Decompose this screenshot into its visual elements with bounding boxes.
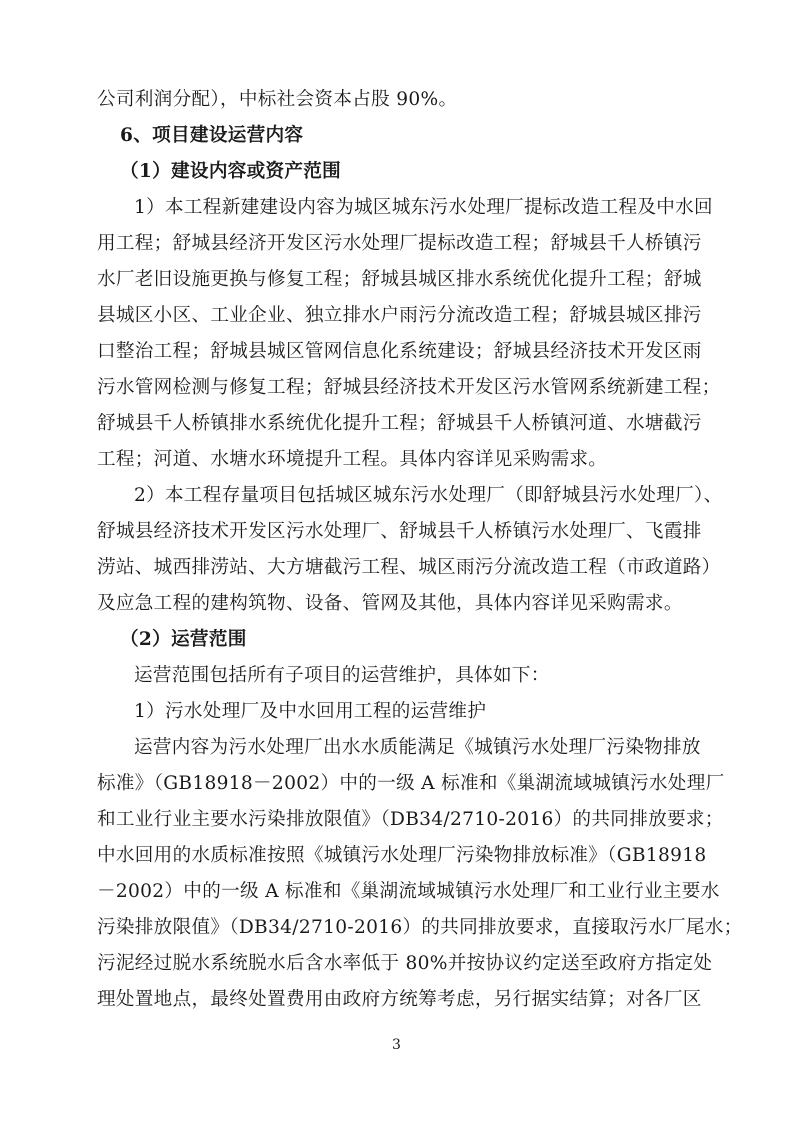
page-number: 3 bbox=[392, 1037, 401, 1053]
body-text-line: 舒城县千人桥镇排水系统优化提升工程；舒城县千人桥镇河道、水塘截污 bbox=[97, 413, 702, 434]
body-text-line: 用工程；舒城县经济开发区污水处理厂提标改造工程；舒城县千人桥镇污 bbox=[97, 233, 702, 254]
body-text-line: 污染排放限值》（DB34/2710-2016）的共同排放要求，直接取污水厂尾水； bbox=[97, 917, 743, 938]
body-text-line: 涝站、城西排涝站、大方塘截污工程、城区雨污分流改造工程（市政道路） bbox=[97, 557, 721, 578]
body-text-line: 水厂老旧设施更换与修复工程；舒城县城区排水系统优化提升工程；舒城 bbox=[97, 269, 702, 290]
body-text-line: 和工业行业主要水污染排放限值》（DB34/2710-2016）的共同排放要求； bbox=[97, 809, 724, 830]
body-text-line: 口整治工程；舒城县城区管网信息化系统建设；舒城县经济技术开发区雨 bbox=[97, 341, 702, 362]
body-text-line: 标准》（GB18918－2002）中的一级 A 标准和《巢湖流域城镇污水处理厂 bbox=[97, 773, 725, 794]
body-text-line: 公司利润分配），中标社会资本占股 90%。 bbox=[97, 89, 458, 110]
paragraph-first-line: 运营内容为污水处理厂出水水质能满足《城镇污水处理厂污染物排放 bbox=[134, 737, 701, 758]
body-text-line: 工程；河道、水塘水环境提升工程。具体内容详见采购需求。 bbox=[97, 449, 608, 470]
paragraph-first-line: 1）本工程新建建设内容为城区城东污水处理厂提标改造工程及中水回 bbox=[134, 197, 713, 218]
body-text-line: 理处置地点，最终处置费用由政府方统筹考虑，另行据实结算；对各厂区 bbox=[97, 989, 702, 1010]
section-heading: 6、项目建设运营内容 bbox=[120, 125, 304, 146]
paragraph-first-line: 运营范围包括所有子项目的运营维护，具体如下： bbox=[134, 665, 550, 686]
body-text-line: 污水管网检测与修复工程；舒城县经济技术开发区污水管网系统新建工程； bbox=[97, 377, 721, 398]
subsection-heading: （1）建设内容或资产范围 bbox=[120, 161, 342, 182]
subsection-heading: （2）运营范围 bbox=[120, 629, 247, 650]
paragraph-first-line: 2）本工程存量项目包括城区城东污水处理厂（即舒城县污水处理厂）、 bbox=[134, 485, 723, 506]
body-text-line: 污泥经过脱水系统脱水后含水率低于 80%并按协议约定送至政府方指定处 bbox=[97, 953, 713, 974]
body-text-line: 县城区小区、工业企业、独立排水户雨污分流改造工程；舒城县城区排污 bbox=[97, 305, 702, 326]
body-text-line: 舒城县经济技术开发区污水处理厂、舒城县千人桥镇污水处理厂、飞霞排 bbox=[97, 521, 702, 542]
body-text-line: －2002）中的一级 A 标准和《巢湖流域城镇污水处理厂和工业行业主要水 bbox=[97, 881, 720, 902]
body-text-line: 及应急工程的建构筑物、设备、管网及其他，具体内容详见采购需求。 bbox=[97, 593, 683, 614]
body-text-line: 中水回用的水质标准按照《城镇污水处理厂污染物排放标准》（GB18918 bbox=[97, 845, 707, 866]
paragraph-first-line: 1）污水处理厂及中水回用工程的运营维护 bbox=[134, 701, 487, 722]
